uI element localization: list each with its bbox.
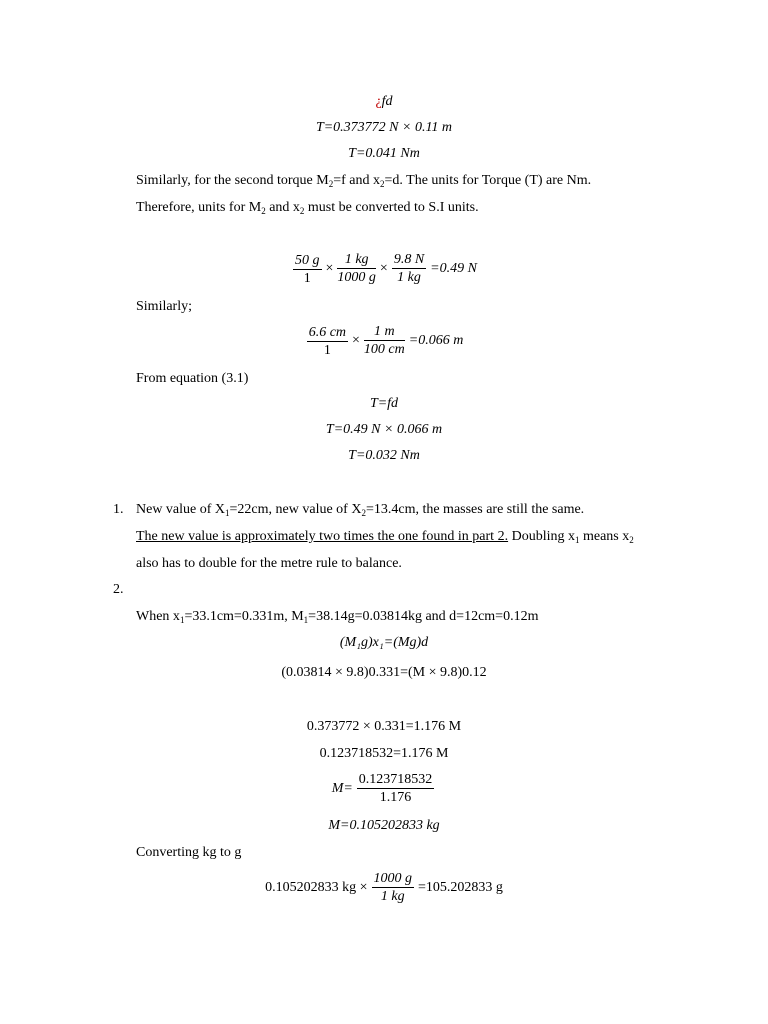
numerator: 1 kg xyxy=(344,252,369,267)
text-run: 0.123718532=1.176 M xyxy=(319,746,449,761)
equation-torque-2-result xyxy=(0,447,768,465)
text-run: Therefore, units for M xyxy=(136,200,262,215)
text-run: =13.4cm, the masses are still the same. xyxy=(365,502,585,517)
text-run: =d. The units for Torque (T) are Nm. xyxy=(384,173,592,188)
times-sign: × xyxy=(352,333,360,348)
underlined-text: The new value is approximately two times the one found in part 2. xyxy=(136,529,509,544)
equation-m-result xyxy=(0,817,768,835)
text-run: Similarly; xyxy=(136,299,192,314)
text-run: must be converted to S.I units. xyxy=(304,200,479,215)
subscript: 1 xyxy=(574,535,580,545)
fraction xyxy=(337,251,376,287)
paragraph-second-torque xyxy=(136,172,591,190)
text-run: M= xyxy=(331,780,353,796)
denominator: 100 cm xyxy=(363,342,405,357)
times-sign: × xyxy=(379,261,388,276)
text-run: also has to double for the metre rule to balance. xyxy=(136,556,402,571)
item1-line2 xyxy=(136,528,634,546)
text-run: =22cm, new value of X xyxy=(229,502,362,517)
fraction xyxy=(392,251,426,287)
inverted-question-mark: ¿ xyxy=(375,94,382,109)
equation-mass-conversion xyxy=(0,251,768,287)
text-run: =f and x xyxy=(333,173,380,188)
list-number-2 xyxy=(113,581,124,599)
equation-kg-to-g xyxy=(0,870,768,906)
text-run: When x xyxy=(136,609,180,624)
numerator: 1000 g xyxy=(373,871,412,886)
subscript: 2 xyxy=(380,179,385,189)
text-run: From equation (3.1) xyxy=(136,371,249,386)
equation-torque-1 xyxy=(0,119,768,137)
text-run: 2. xyxy=(113,582,124,597)
numerator: 9.8 N xyxy=(393,252,425,267)
equation-step-1 xyxy=(0,718,768,736)
text-run: (M₁g)x₁=(Mg)d xyxy=(339,635,429,650)
similarly-label xyxy=(136,298,192,316)
torque-eq-text: T=0.373772 N × 0.11 m xyxy=(315,120,453,135)
subscript: 1 xyxy=(225,508,230,518)
subscript: 2 xyxy=(328,179,334,189)
text-run: Doubling x xyxy=(508,529,575,544)
text-run: 0.105202833 kg × xyxy=(265,880,368,895)
equation-torque-1-result xyxy=(0,145,768,163)
numerator: 0.123718532 xyxy=(358,772,433,787)
text-run: Similarly, for the second torque M xyxy=(136,173,329,188)
subscript: 1 xyxy=(179,615,185,625)
text-run: (0.03814 × 9.8)0.331=(M × 9.8)0.12 xyxy=(281,665,487,680)
subscript: 2 xyxy=(629,535,634,545)
text-run: =105.202833 g xyxy=(418,880,503,895)
numerator: 1 m xyxy=(374,324,395,339)
fraction xyxy=(307,324,348,359)
numerator: 6.6 cm xyxy=(308,324,347,340)
item1-line1 xyxy=(136,501,584,519)
subscript: 2 xyxy=(299,206,305,216)
equation-substitution xyxy=(0,664,768,682)
subscript: 2 xyxy=(361,508,366,518)
converting-label xyxy=(136,844,241,862)
numerator: 50 g xyxy=(295,252,320,268)
denominator: 1 xyxy=(303,270,311,286)
denominator: 1000 g xyxy=(337,270,376,285)
text-run: and x xyxy=(265,200,300,215)
denominator: 1 xyxy=(323,342,331,358)
fraction xyxy=(293,252,322,287)
text-run: T=0.49 N × 0.066 m xyxy=(325,422,443,437)
text-run: 0.373772 × 0.331=1.176 M xyxy=(306,719,462,734)
fraction xyxy=(357,771,435,806)
denominator: 1.176 xyxy=(379,790,412,805)
equation-moment-balance xyxy=(0,634,768,652)
text-run: =33.1cm=0.331m, M xyxy=(184,609,304,624)
equation-step-2 xyxy=(0,745,768,763)
equation-m-fraction xyxy=(0,771,768,806)
text-run: means x xyxy=(579,529,630,544)
subscript: 2 xyxy=(261,206,266,216)
equation-t-fd xyxy=(0,395,768,413)
list-number-1 xyxy=(113,501,124,519)
text-run: M=0.105202833 kg xyxy=(328,818,440,833)
equation-distance-conversion xyxy=(0,323,768,359)
from-equation-label xyxy=(136,370,248,388)
item1-line3 xyxy=(136,555,402,573)
text-run: New value of X xyxy=(136,502,226,517)
fraction xyxy=(372,870,415,906)
result: =0.49 N xyxy=(430,261,477,276)
fd-text: fd xyxy=(381,94,393,109)
subscript: 1 xyxy=(303,615,309,625)
text-run: =38.14g=0.03814kg and d=12cm=0.12m xyxy=(308,609,539,624)
fraction xyxy=(364,323,405,359)
item2-when-line xyxy=(136,608,538,626)
text-run: T=0.032 Nm xyxy=(348,448,420,463)
denominator: 1 kg xyxy=(397,270,421,285)
times-sign: × xyxy=(325,261,334,276)
paragraph-si-units xyxy=(136,199,479,217)
equation-torque-2 xyxy=(0,421,768,439)
result: =0.066 m xyxy=(408,333,464,348)
text-run: T=fd xyxy=(369,396,399,411)
text-run: Converting kg to g xyxy=(136,845,242,860)
torque-result-text: T=0.041 Nm xyxy=(348,146,420,161)
equation-fd-line xyxy=(0,93,768,111)
text-run: 1. xyxy=(113,502,124,517)
denominator: 1 kg xyxy=(380,889,405,904)
